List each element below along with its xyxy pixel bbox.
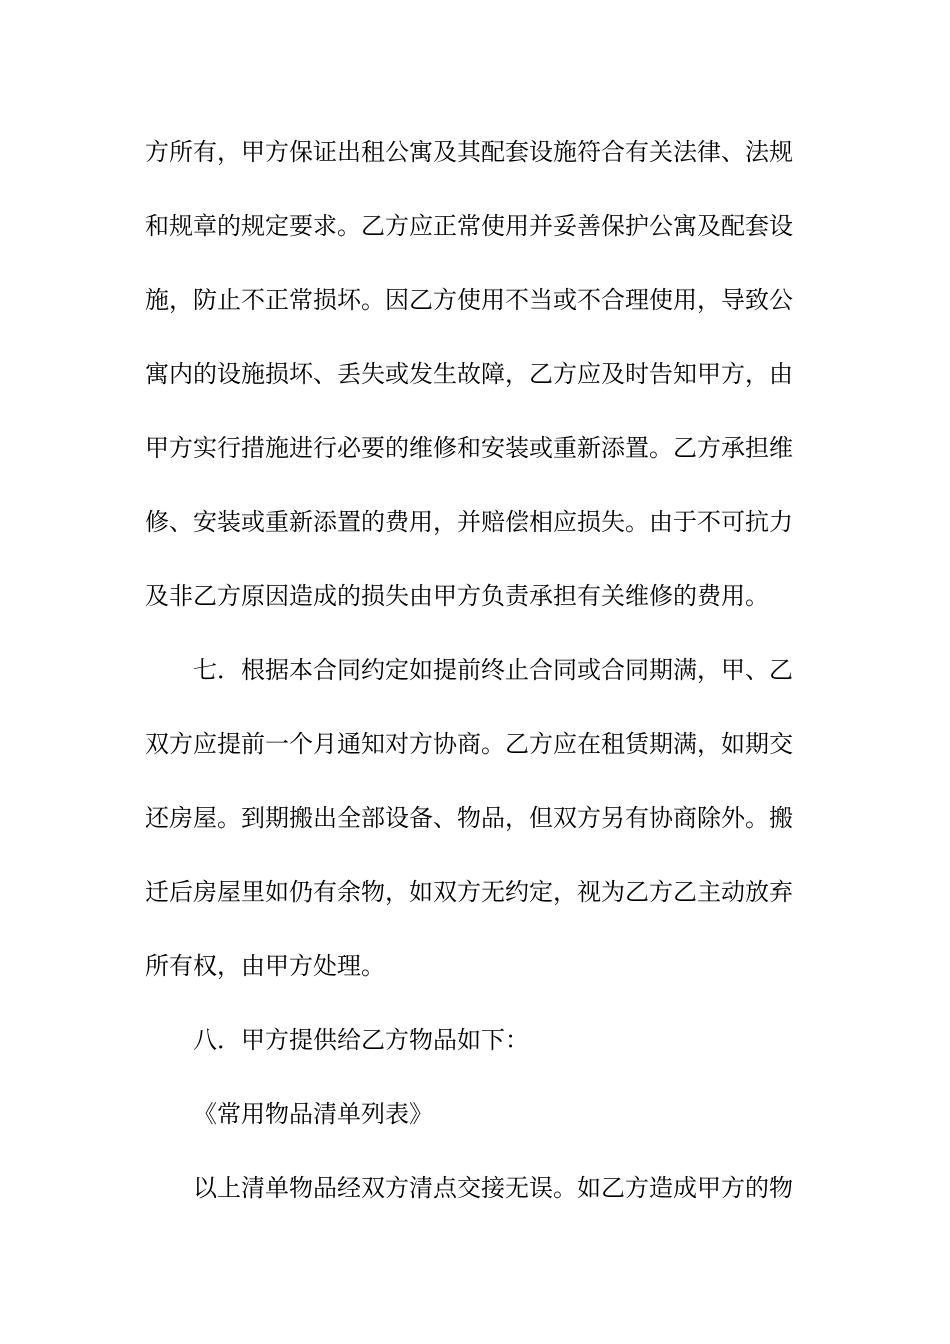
text-line: 还房屋。到期搬出全部设备、物品，但双方另有协商除外。搬 (145, 804, 793, 832)
item-list-title: 《常用物品清单列表》 (193, 1100, 433, 1128)
text-line: 甲方实行措施进行必要的维修和安装或重新添置。乙方承担维 (145, 434, 793, 462)
text-line: 施，防止不正常损坏。因乙方使用不当或不合理使用，导致公 (145, 286, 793, 314)
text-line: 修、安装或重新添置的费用，并赔偿相应损失。由于不可抗力 (145, 508, 793, 536)
section-heading-8: 八．甲方提供给乙方物品如下： (193, 1026, 529, 1054)
text-line: 寓内的设施损坏、丢失或发生故障，乙方应及时告知甲方，由 (145, 360, 793, 388)
text-line: 迁后房屋里如仍有余物，如双方无约定，视为乙方乙主动放弃 (145, 878, 793, 906)
text-line: 以上清单物品经双方清点交接无误。如乙方造成甲方的物 (193, 1174, 793, 1202)
text-line: 方所有，甲方保证出租公寓及其配套设施符合有关法律、法规 (145, 138, 793, 166)
text-line: 所有权，由甲方处理。 (145, 952, 385, 980)
text-line: 和规章的规定要求。乙方应正常使用并妥善保护公寓及配套设 (145, 212, 793, 240)
document-body (145, 128, 810, 1238)
section-heading-7: 七．根据本合同约定如提前终止合同或合同期满，甲、乙 (193, 656, 793, 684)
text-line: 及非乙方原因造成的损失由甲方负责承担有关维修的费用。 (145, 582, 769, 610)
text-line: 双方应提前一个月通知对方协商。乙方应在租赁期满，如期交 (145, 730, 793, 758)
